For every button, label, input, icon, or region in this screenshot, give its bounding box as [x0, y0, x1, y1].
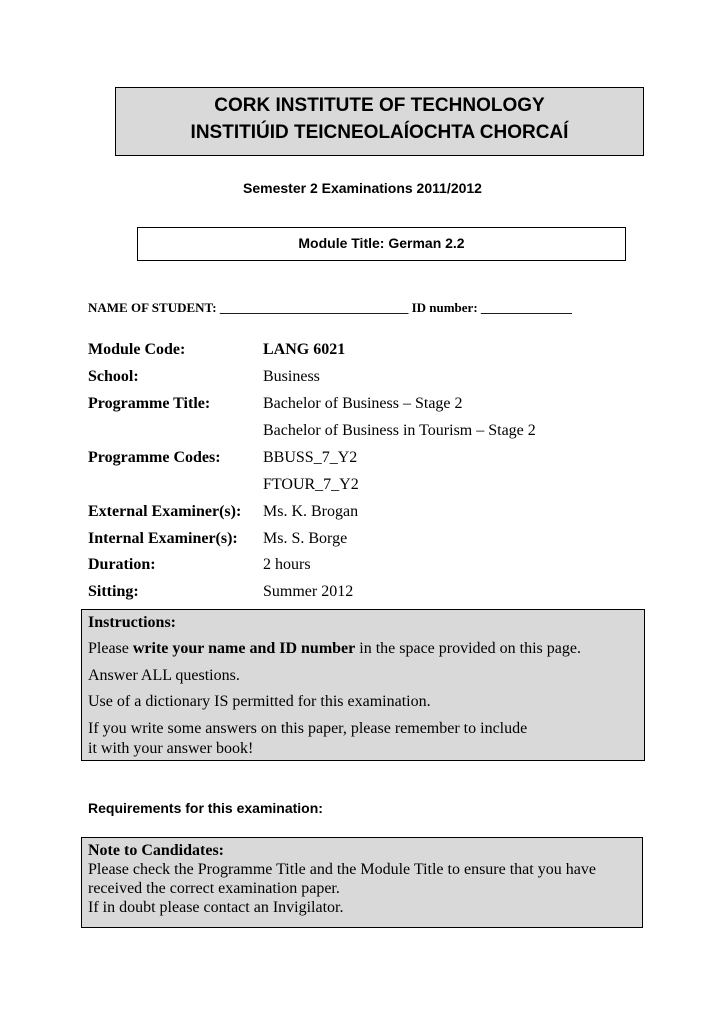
- student-name-blank[interactable]: _____________________________: [219, 300, 409, 315]
- info-label: Module Code:: [88, 341, 186, 358]
- note-heading: Note to Candidates:: [88, 842, 224, 859]
- semester-title: Semester 2 Examinations 2011/2012: [243, 180, 482, 196]
- instruction-line-1: [88, 639, 581, 659]
- info-label: Programme Title:: [88, 395, 211, 412]
- note-line-2: received the correct examination paper.: [88, 880, 340, 897]
- module-title-box: Module Title: German 2.2: [137, 227, 626, 261]
- student-id-blank[interactable]: ______________: [480, 300, 572, 315]
- student-id-label: ID number:: [411, 300, 478, 315]
- info-label: Duration:: [88, 556, 156, 573]
- instruction-line-4b: it with your answer book!: [88, 740, 254, 757]
- info-value: Bachelor of Business – Stage 2: [263, 395, 463, 412]
- note-to-candidates-box: [81, 837, 643, 928]
- info-label: School:: [88, 368, 139, 385]
- info-value: LANG 6021: [263, 341, 346, 358]
- info-value: Business: [263, 368, 320, 385]
- instructions-heading: Instructions:: [88, 614, 177, 631]
- institution-header-box: [115, 87, 644, 156]
- note-line-1: Please check the Programme Title and the Module Title to ensure that you have: [88, 861, 596, 878]
- student-name-label: NAME OF STUDENT:: [88, 300, 217, 315]
- instruction-line-2: Answer ALL questions.: [88, 667, 240, 684]
- info-value: Summer 2012: [263, 583, 354, 600]
- instruction-line-1-pre: Please: [88, 640, 133, 657]
- instruction-line-4a: If you write some answers on this paper, please remember to include: [88, 720, 528, 737]
- info-label: External Examiner(s):: [88, 503, 242, 520]
- institution-name-irish: INSTITIÚID TEICNEOLAÍOCHTA CHORCAÍ: [190, 122, 569, 143]
- instruction-line-1-post: in the space provided on this page.: [355, 640, 581, 657]
- info-value: Bachelor of Business in Tourism – Stage 2: [263, 422, 536, 439]
- requirements-heading: Requirements for this examination:: [88, 800, 323, 816]
- note-line-3: If in doubt please contact an Invigilator.: [88, 899, 344, 916]
- info-label: Internal Examiner(s):: [88, 530, 238, 547]
- info-label: Sitting:: [88, 583, 139, 600]
- info-label: Programme Codes:: [88, 449, 221, 466]
- instruction-line-1-bold: write your name and ID number: [132, 640, 356, 657]
- instruction-line-3: Use of a dictionary IS permitted for this examination.: [88, 693, 431, 710]
- info-value: Ms. S. Borge: [263, 530, 348, 547]
- instructions-box: [81, 609, 645, 761]
- institution-name-english: CORK INSTITUTE OF TECHNOLOGY: [214, 95, 545, 116]
- student-details-line: [88, 300, 648, 316]
- info-value: FTOUR_7_Y2: [263, 476, 359, 493]
- info-value: Ms. K. Brogan: [263, 503, 359, 520]
- info-value: 2 hours: [263, 556, 311, 573]
- info-value: BBUSS_7_Y2: [263, 449, 358, 466]
